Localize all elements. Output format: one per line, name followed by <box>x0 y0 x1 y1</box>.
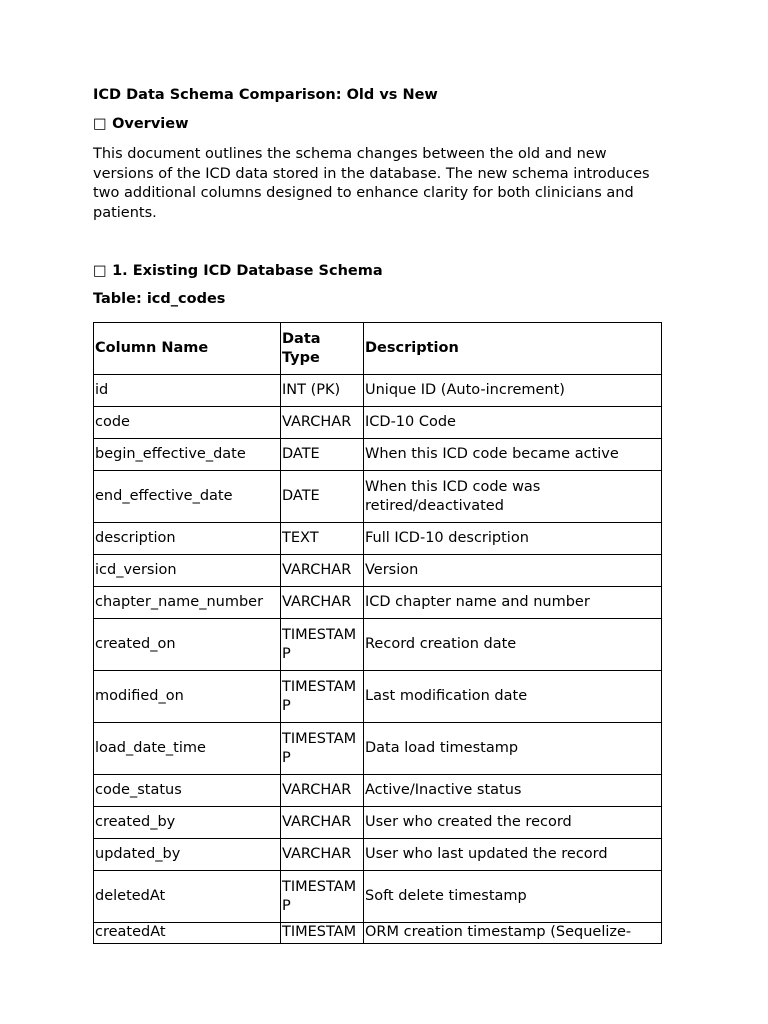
cell-column-name: updated_by <box>94 839 281 871</box>
table-header-row <box>94 323 662 375</box>
cell-description: Unique ID (Auto-increment) <box>364 375 662 407</box>
cell-data-type: TIMESTAMP <box>281 619 364 671</box>
cell-column-name: icd_version <box>94 555 281 587</box>
cell-data-type: DATE <box>281 439 364 471</box>
document-title: ICD Data Schema Comparison: Old vs New <box>93 87 438 103</box>
overview-heading-text: Overview <box>112 116 189 132</box>
cell-data-type: VARCHAR <box>281 555 364 587</box>
cell-description: ICD-10 Code <box>364 407 662 439</box>
header-description: Description <box>364 323 662 375</box>
cell-data-type: VARCHAR <box>281 407 364 439</box>
cell-column-name: chapter_name_number <box>94 587 281 619</box>
table-row <box>94 471 662 523</box>
cell-data-type: TIMESTAMP <box>281 871 364 923</box>
cell-column-name: created_by <box>94 807 281 839</box>
cell-column-name: modified_on <box>94 671 281 723</box>
cell-data-type: TIMESTAMP <box>281 671 364 723</box>
table-row <box>94 723 662 775</box>
overview-heading <box>93 116 188 132</box>
cell-column-name: created_on <box>94 619 281 671</box>
cell-data-type: INT (PK) <box>281 375 364 407</box>
cell-description: User who last updated the record <box>364 839 662 871</box>
existing-schema-heading <box>93 263 383 279</box>
existing-schema-emoji-icon: □ <box>93 263 107 279</box>
table-label: Table: icd_codes <box>93 291 226 307</box>
overview-emoji-icon: □ <box>93 116 107 132</box>
cell-column-name: load_date_time <box>94 723 281 775</box>
cell-column-name: code_status <box>94 775 281 807</box>
overview-paragraph: This document outlines the schema changes between the old and new versions of the ICD data stored in the database. The new schema introduces two additional columns designed to enhance clarity for both clinicians and patients. <box>93 146 650 221</box>
icd-codes-schema-table <box>93 322 662 944</box>
cell-data-type: TIMESTAM <box>281 923 364 944</box>
cell-data-type: VARCHAR <box>281 775 364 807</box>
table-row <box>94 671 662 723</box>
cell-column-name: begin_effective_date <box>94 439 281 471</box>
cell-description: When this ICD code became active <box>364 439 662 471</box>
cell-data-type: VARCHAR <box>281 839 364 871</box>
cell-data-type: TEXT <box>281 523 364 555</box>
cell-data-type: VARCHAR <box>281 807 364 839</box>
table-row <box>94 523 662 555</box>
cell-description: Full ICD-10 description <box>364 523 662 555</box>
cell-description: Data load timestamp <box>364 723 662 775</box>
cell-description: ORM creation timestamp (Sequelize- <box>364 923 662 944</box>
header-data-type: Data Type <box>281 323 364 375</box>
header-column-name: Column Name <box>94 323 281 375</box>
table-row <box>94 619 662 671</box>
table-row <box>94 807 662 839</box>
table-row <box>94 407 662 439</box>
existing-schema-heading-text: 1. Existing ICD Database Schema <box>112 263 383 279</box>
cell-column-name: code <box>94 407 281 439</box>
cell-description: ICD chapter name and number <box>364 587 662 619</box>
cell-column-name: createdAt <box>94 923 281 944</box>
table-row <box>94 839 662 871</box>
cell-description: Version <box>364 555 662 587</box>
cell-description: Last modification date <box>364 671 662 723</box>
cell-description: When this ICD code was retired/deactivated <box>364 471 662 523</box>
table-row <box>94 375 662 407</box>
table-row <box>94 587 662 619</box>
cell-column-name: description <box>94 523 281 555</box>
cell-description: Active/Inactive status <box>364 775 662 807</box>
cell-description: User who created the record <box>364 807 662 839</box>
cell-column-name: deletedAt <box>94 871 281 923</box>
table-row <box>94 775 662 807</box>
cell-column-name: id <box>94 375 281 407</box>
table-row <box>94 923 662 944</box>
cell-description: Soft delete timestamp <box>364 871 662 923</box>
cell-data-type: DATE <box>281 471 364 523</box>
cell-data-type: VARCHAR <box>281 587 364 619</box>
cell-data-type: TIMESTAMP <box>281 723 364 775</box>
cell-description: Record creation date <box>364 619 662 671</box>
table-row <box>94 871 662 923</box>
table-row <box>94 555 662 587</box>
table-row <box>94 439 662 471</box>
cell-column-name: end_effective_date <box>94 471 281 523</box>
